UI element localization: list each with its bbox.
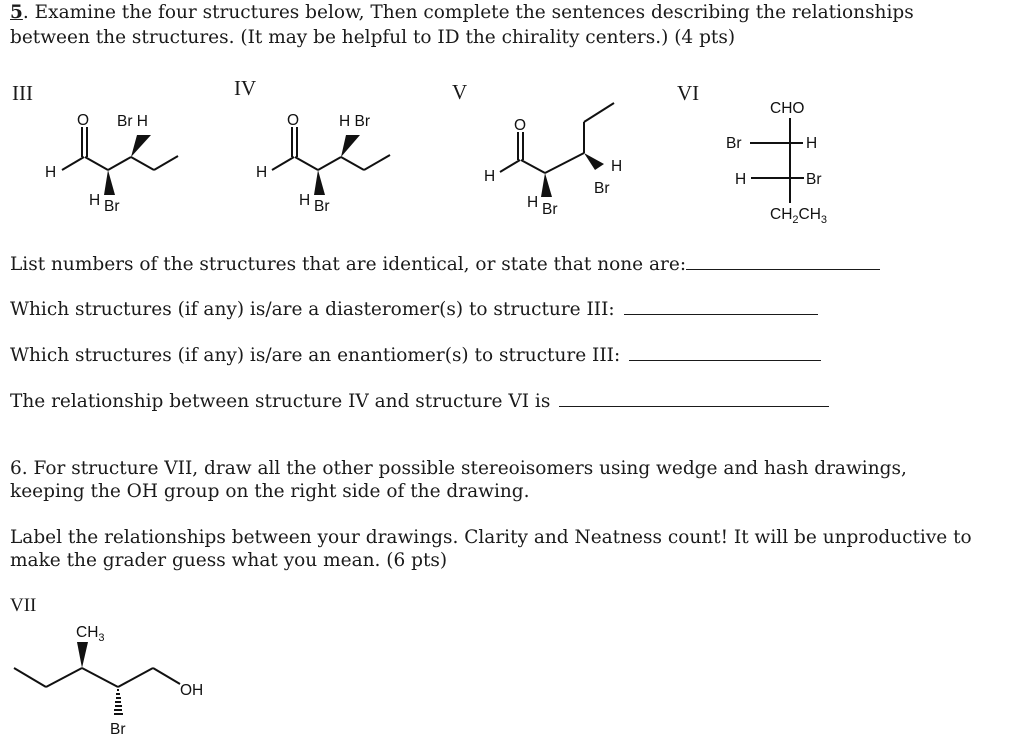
atom-O: O <box>287 112 300 129</box>
q5-instructions-line2: between the structures. (It may be helpful to ID the chirality centers.) (4 pts) <box>10 27 736 48</box>
group-CHO: CHO <box>770 100 805 117</box>
atom-H: H <box>527 194 539 211</box>
methyl-wedge <box>77 642 88 668</box>
atom-Br: Br <box>110 721 126 738</box>
question-enantiomer-text: Which structures (if any) is/are an enantiomer(s) to structure III: <box>10 345 621 366</box>
question-IV-VI-text: The relationship between structure IV and structure VI is <box>10 391 551 412</box>
substituent-Br-H: Br H <box>117 113 148 130</box>
atom-Br-side: Br <box>594 180 610 197</box>
group-ethyl: $CH_2CH_3$ <box>770 206 828 226</box>
q5-instructions-line1: . Examine the four structures below, Then complete the sentences describing the relationships <box>22 2 914 23</box>
atom-H-aldehyde: H <box>45 164 57 181</box>
atom-H: H <box>89 192 101 209</box>
atom-H-side: H <box>611 158 623 175</box>
group-methyl: $CH_3$ <box>76 624 105 644</box>
atom-Br: Br <box>104 198 120 215</box>
atom-O: O <box>77 112 90 129</box>
atom-Br-left-1: Br <box>726 135 742 152</box>
structure-label-VII: VII <box>10 595 37 616</box>
bond <box>46 668 82 687</box>
q6-para2-line1: Label the relationships between your drawings. Clarity and Neatness count! It will be unproductive to <box>10 527 972 548</box>
structure-label-IV: IV <box>234 76 257 100</box>
q6-para1-line1: 6. For structure VII, draw all the other possible stereoisomers using wedge and hash drawings, <box>10 458 907 479</box>
structure-label-V: V <box>452 80 468 104</box>
q5-number: 5 <box>10 2 23 23</box>
q6-para1-line2: keeping the OH group on the right side of the drawing. <box>10 481 530 502</box>
bond <box>153 668 180 684</box>
atom-O: O <box>514 117 527 134</box>
structure-label-VI: VI <box>677 81 700 105</box>
bond <box>14 668 46 687</box>
atom-H-left-2: H <box>735 171 747 188</box>
question-diastereomer-text: Which structures (if any) is/are a diasteromer(s) to structure III: <box>10 299 615 320</box>
group-OH: OH <box>180 682 204 699</box>
bond <box>118 668 153 687</box>
atom-H: H <box>299 192 311 209</box>
bond <box>82 668 118 687</box>
atom-Br: Br <box>542 201 558 218</box>
question-identical-text: List numbers of the structures that are identical, or state that none are: <box>10 254 687 275</box>
atom-Br: Br <box>314 198 330 215</box>
atom-H-right-1: H <box>806 135 818 152</box>
bromo-hash-bond <box>114 690 123 714</box>
atom-Br-right-2: Br <box>806 171 822 188</box>
atom-H-aldehyde: H <box>484 168 496 185</box>
structure-label-III: III <box>12 81 33 105</box>
substituent-H-Br: H Br <box>339 113 370 130</box>
atom-H-aldehyde: H <box>256 164 268 181</box>
q6-para2-line2: make the grader guess what you mean. (6 pts) <box>10 550 448 571</box>
